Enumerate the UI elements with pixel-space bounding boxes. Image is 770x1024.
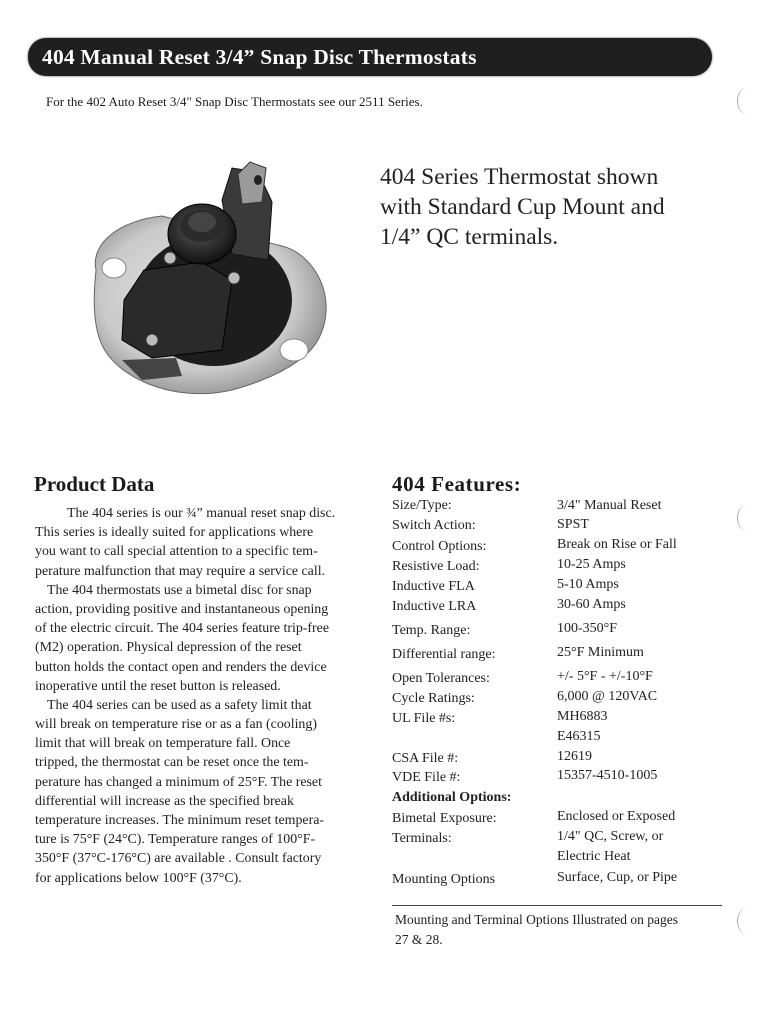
product-data-body — [35, 504, 367, 888]
photo-caption — [380, 162, 740, 252]
spec-label: Temp. Range: — [392, 623, 471, 638]
spec-value: 5-10 Amps — [557, 577, 619, 592]
spec-value: 15357-4510-1005 — [557, 768, 658, 783]
spec-value: 6,000 @ 120VAC — [557, 689, 658, 704]
spec-label: VDE File #: — [392, 770, 461, 785]
product-data-heading: Product Data — [34, 472, 155, 496]
caption-line: 1/4” QC terminals. — [380, 224, 559, 250]
caption-line: 404 Series Thermostat shown — [380, 164, 659, 190]
spec-label: Open Tolerances: — [392, 671, 490, 686]
punch-hole-mark — [737, 908, 756, 934]
spec-value: 3/4" Manual Reset — [557, 498, 662, 513]
spec-value: Break on Rise or Fall — [557, 537, 677, 552]
footnote — [395, 910, 735, 950]
features-heading: 404 Features: — [392, 472, 522, 496]
body-line: limit that will break on temperature fall. Once — [35, 736, 291, 752]
body-line: of the electric circuit. The 404 series feature trip-free — [35, 621, 329, 637]
spec-value: 25°F Minimum — [557, 645, 644, 660]
body-line: This series is ideally suited for applications where — [35, 525, 314, 541]
spec-label: Inductive FLA — [392, 579, 475, 594]
body-line: 350°F (37°C-176°C) are available . Consult factory — [35, 851, 322, 867]
spec-label: Control Options: — [392, 539, 487, 554]
spec-label: Inductive LRA — [392, 599, 477, 614]
body-line: The 404 series can be used as a safety limit that — [47, 697, 312, 713]
body-line: perature has changed a minimum of 25°F. The reset — [35, 774, 322, 790]
spec-value: Surface, Cup, or Pipe — [557, 870, 678, 885]
footnote-line: Mounting and Terminal Options Illustrated on pages — [395, 912, 679, 927]
spec-value: 1/4" QC, Screw, or — [557, 829, 664, 844]
punch-hole-mark — [737, 505, 756, 531]
spec-label: UL File #s: — [392, 711, 456, 726]
spec-label: Size/Type: — [392, 498, 452, 513]
spec-label: CSA File #: — [392, 751, 459, 766]
additional-options-heading: Additional Options: — [392, 790, 512, 805]
spec-value: Electric Heat — [557, 849, 631, 864]
spec-value: 12619 — [557, 749, 592, 764]
body-line: ture is 75°F (24°C). Temperature ranges of 100°F- — [35, 832, 316, 848]
thermostat-photo — [82, 150, 342, 398]
body-line: The 404 series is our ¾” manual reset snap disc. — [67, 506, 336, 521]
body-line: inoperative until the reset button is released. — [35, 678, 281, 694]
spec-value: +/- 5°F - +/-10°F — [557, 669, 653, 684]
footnote-divider — [392, 905, 722, 906]
body-line: button holds the contact open and renders the device — [35, 659, 327, 675]
spec-label: Mounting Options — [392, 872, 496, 887]
body-line: you want to call special attention to a specific tem- — [35, 544, 318, 560]
body-line: tripped, the thermostat can be reset once the tem- — [35, 755, 309, 771]
footnote-line: 27 & 28. — [395, 932, 443, 947]
body-line: perature malfunction that may require a service call. — [35, 563, 326, 579]
spec-label: Bimetal Exposure: — [392, 811, 497, 826]
cross-reference-note: For the 402 Auto Reset 3/4" Snap Disc Thermostats see our 2511 Series. — [46, 94, 423, 109]
spec-label: Cycle Ratings: — [392, 691, 475, 706]
spec-value: 10-25 Amps — [557, 557, 626, 572]
spec-value: Enclosed or Exposed — [557, 809, 676, 824]
body-line: action, providing positive and instantaneous opening — [35, 601, 329, 617]
body-line: temperature increases. The minimum reset tempera- — [35, 813, 325, 828]
body-line: differential will increase as the specified break — [35, 793, 294, 809]
body-line: The 404 thermostats use a bimetal disc for snap — [47, 582, 312, 598]
spec-label: Differential range: — [392, 647, 496, 662]
spec-label: Resistive Load: — [392, 559, 480, 574]
spec-value: 30-60 Amps — [557, 597, 626, 612]
spec-value: 100-350°F — [557, 621, 618, 636]
spec-value: MH6883 — [557, 709, 608, 724]
page-title: 404 Manual Reset 3/4” Snap Disc Thermostats — [42, 45, 477, 69]
punch-hole-mark — [737, 88, 756, 114]
spec-value: SPST — [557, 517, 589, 532]
spec-label: Terminals: — [392, 831, 452, 846]
body-line: will break on temperature rise or as a fan (cooling) — [35, 717, 317, 733]
spec-label: Switch Action: — [392, 518, 476, 533]
body-line: (M2) operation. Physical depression of the reset — [35, 640, 302, 656]
caption-line: with Standard Cup Mount and — [380, 194, 665, 220]
body-line: for applications below 100°F (37°C). — [35, 870, 242, 886]
spec-value: E46315 — [557, 729, 601, 744]
